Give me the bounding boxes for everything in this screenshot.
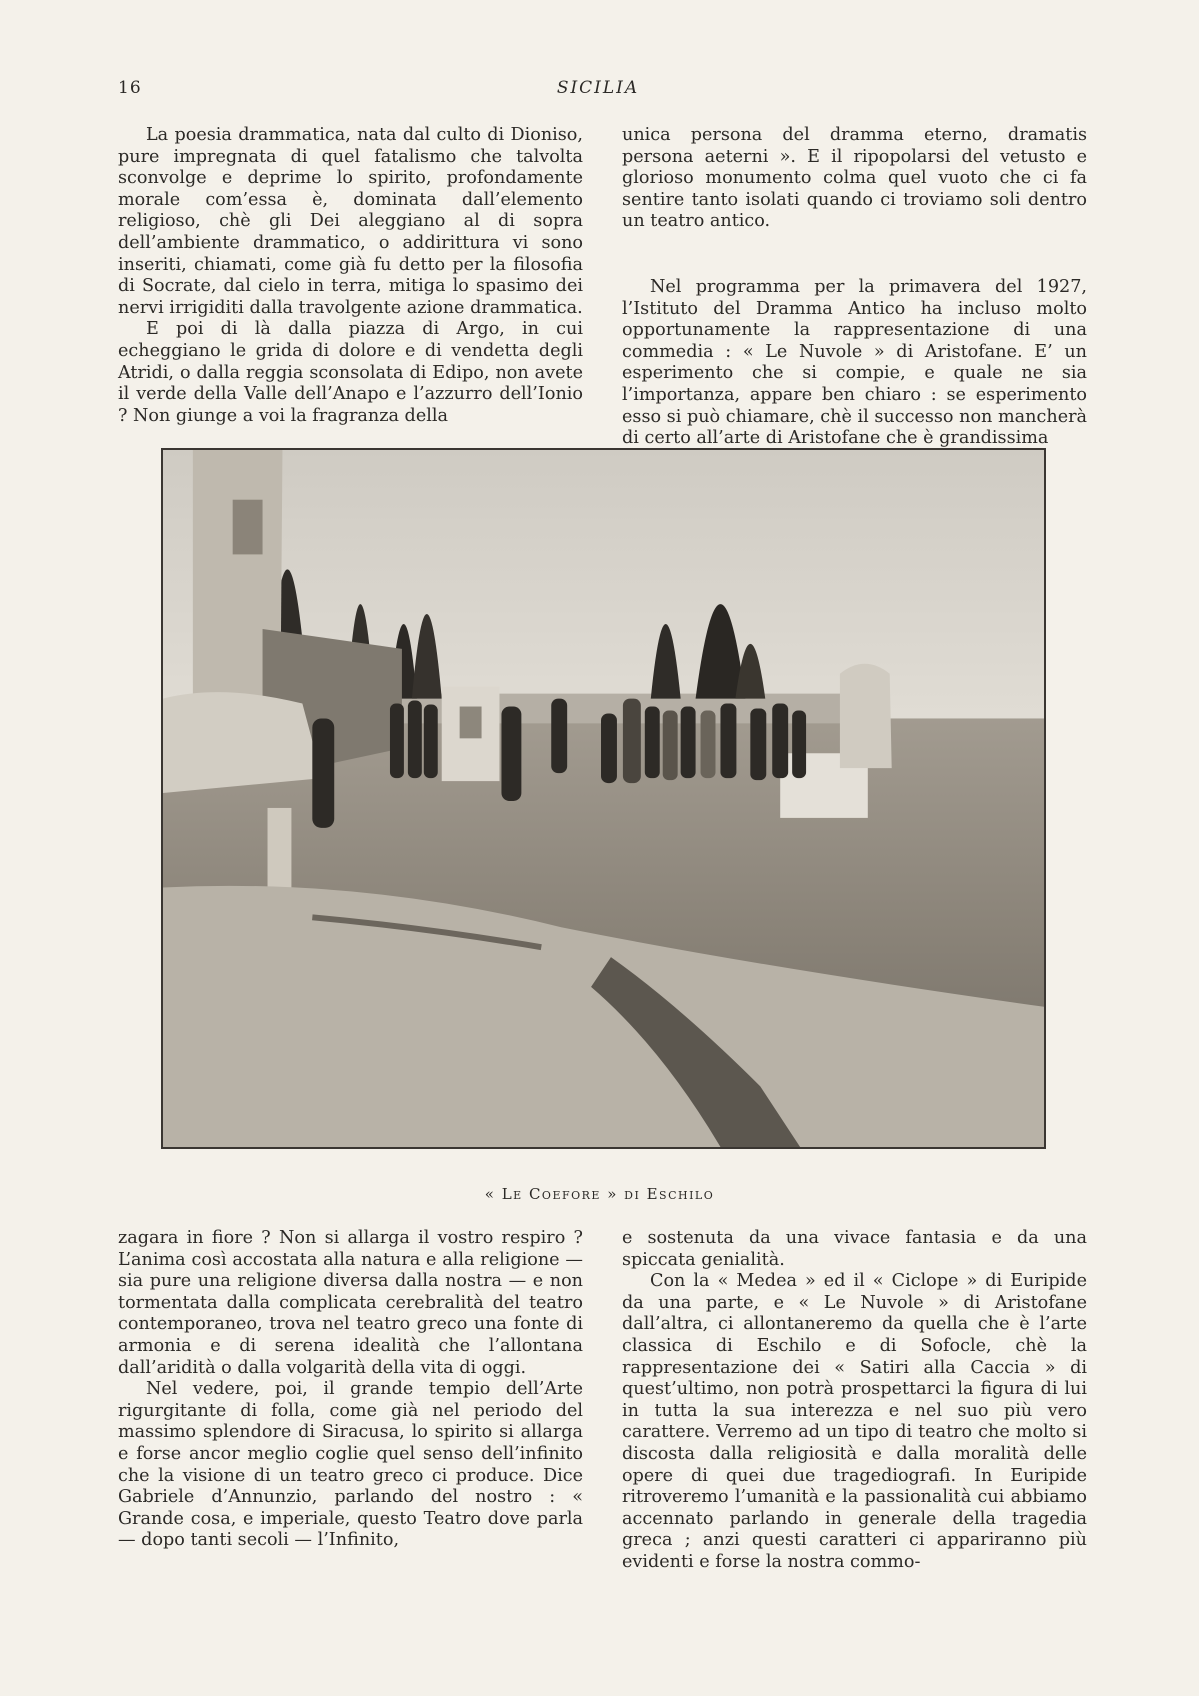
paragraph: zagara in fiore ? Non si allarga il vostro respiro ? L’anima così accostata alla natura e alla religione — sia pure una religione diversa dalla nostra — e non tormentata dalla complicata cerebralità del teatro contemporaneo, trova nel teatro greco una fonte di armonia e di serena idealità che l’allontana dall’aridità o dalla volgarità della vita di oggi. (118, 1228, 583, 1378)
photograph-icon (163, 450, 1044, 1147)
tower-relief (233, 500, 263, 555)
paragraph: Nel programma per la primavera del 1927, l’Istituto del Dramma Antico ha incluso molto opportunamente la rappresentazione di una commedia : « Le Nuvole » di Aristofane. E’ un esperimento che si compie, e quale ne sia l’importanza, appare ben chiaro : se esperimento esso si può chiamare, chè il successo non mancherà di certo all’arte di Aristofane che è grandissima (622, 276, 1087, 449)
altar-relief (460, 707, 482, 739)
paragraph: La poesia drammatica, nata dal culto di Dioniso, pure impregnata di quel fatalismo che talvolta sconvolge e deprime lo spirito, profondamente morale com’essa è, dominata dall’elemento religioso, chè gli Dei aleggiano al di sopra dell’ambiente drammatico, o addirittura vi sono inseriti, chiamati, come già fu detto per la filosofia di Socrate, dal cielo in terra, mitiga lo spasimo dei nervi irrigiditi dalla travolgente azione drammatica. (118, 125, 583, 318)
column-top-right (622, 125, 1087, 450)
column-bottom-right (622, 1228, 1087, 1574)
paragraph: Nel vedere, poi, il grande tempio dell’Arte rigurgitante di folla, come già nel periodo del massimo splendore di Siracusa, lo spirito si allarga e forse ancor meglio coglie quel senso dell’infinito che la visione di un teatro greco ci produce. Dice Gabriele d’Annunzio, parlando del nostro : « Grande cosa, e imperiale, questo Teatro dove parla — dopo tanti secoli — l’Infinito, (118, 1379, 583, 1551)
running-title: SICILIA (556, 78, 640, 98)
figure-caption: « Le Coefore » di Eschilo (484, 1185, 715, 1203)
paragraph: E poi di là dalla piazza di Argo, in cui echeggiano le grida di dolore e di vendetta degli Atridi, o dalla reggia sconsolata di Edipo, non avete il verde della Valle dell’Anapo e l’azzurro dell’Ionio ? Non giunge a voi la fragranza della (118, 319, 583, 426)
right-shrine (840, 664, 892, 768)
column-bottom-left (118, 1228, 583, 1552)
column-top-left (118, 125, 583, 427)
page-header (118, 78, 1078, 102)
page-number: 16 (118, 78, 142, 98)
theatre-photograph (161, 448, 1046, 1149)
paragraph: Con la « Medea » ed il « Ciclope » di Euripide da una parte, e « Le Nuvole » di Aristofane dall’altra, ci allontaneremo da quella che è l’arte classica di Eschilo e di Sofocle, chè la rappresentazione dei « Satiri alla Caccia » di quest’ultimo, non potrà prospettarci la figura di lui in tutta la sua interezza e nel suo più vero carattere. Verremo ad un tipo di teatro che molto si discosta dalla religiosità e dalla moralità delle opere di quei due tragediografi. In Euripide ritroveremo l’umanità e la passionalità cui abbiamo accennato parlando in generale della tragedia greca ; anzi questi caratteri ci appariranno più evidenti e forse la nostra commo- (622, 1271, 1087, 1572)
stone-block (163, 692, 322, 793)
paragraph: e sostenuta da una vivace fantasia e da una spiccata genialità. (622, 1228, 1087, 1270)
paragraph: unica persona del dramma eterno, dramatis persona aeterni ». E il ripopolarsi del vetusto e glorioso monumento colma quel vuoto che ci fa sentire tanto isolati quando ci troviamo soli dentro un teatro antico. (622, 125, 1087, 232)
